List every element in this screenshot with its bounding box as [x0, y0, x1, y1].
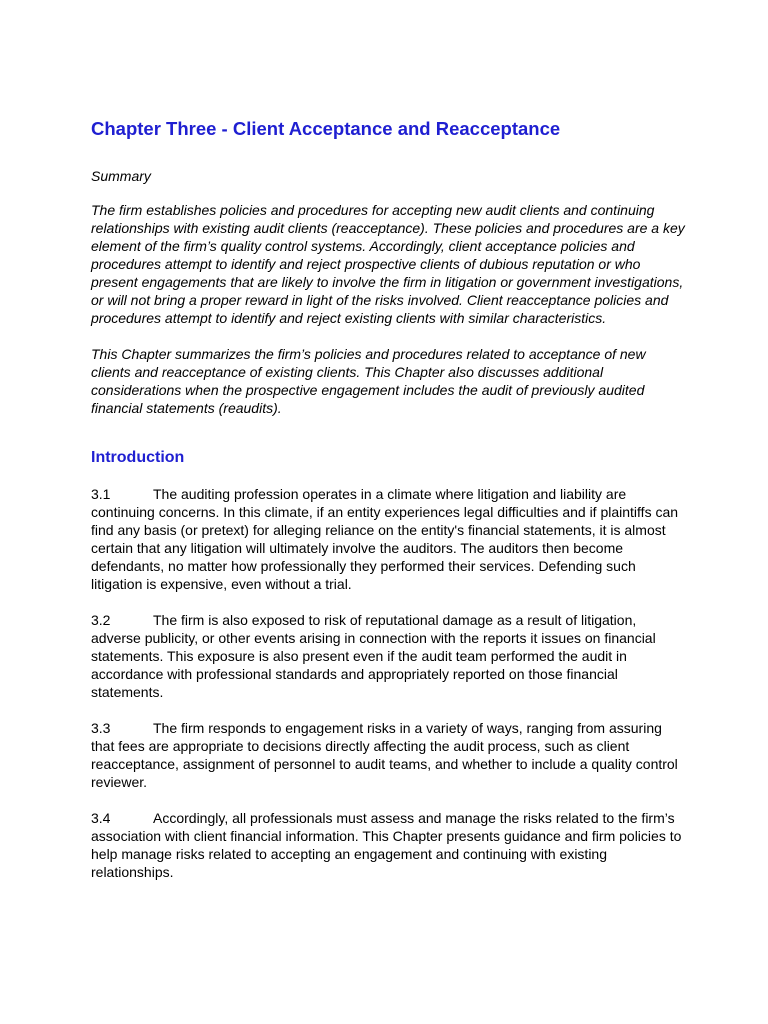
numbered-paragraph-3-2 [91, 611, 689, 701]
paragraph-number: 3.3 [91, 720, 111, 736]
introduction-heading: Introduction [91, 449, 185, 466]
numbered-paragraphs [91, 485, 689, 881]
chapter-title: Chapter Three - Client Acceptance and Reacceptance [91, 118, 561, 139]
numbered-paragraph-3-1 [91, 485, 689, 593]
paragraph-text: The firm responds to engagement risks in a variety of ways, ranging from assuring that fees are appropriate to decisions directly affecting the audit process, such as client reacceptance, assignment of personnel to audit teams, and whether to include a quality control reviewer. [91, 720, 678, 790]
document-content [91, 117, 689, 881]
numbered-paragraph-3-4 [91, 809, 689, 881]
summary-label: Summary [91, 168, 151, 184]
paragraph-text: Accordingly, all professionals must assess and manage the risks related to the firm’s association with client financial information. This Chapter presents guidance and firm policies to help manage risks related to accepting an engagement and continuing with existing relationships. [91, 810, 682, 880]
paragraph-text: The firm is also exposed to risk of reputational damage as a result of litigation, adverse publicity, or other events arising in connection with the reports it issues on financial statements. This exposure is also present even if the audit team performed the audit in accordance with professional standards and appropriately reported on those financial statements. [91, 612, 656, 700]
paragraph-number: 3.4 [91, 810, 111, 826]
paragraph-number: 3.2 [91, 612, 111, 628]
summary-paragraph-2: This Chapter summarizes the firm’s policies and procedures related to acceptance of new clients and reacceptance of existing clients. This Chapter also discusses additional considerations when the prospective engagement includes the audit of previously audited financial statements (reaudits). [91, 346, 646, 416]
paragraph-number: 3.1 [91, 486, 111, 502]
numbered-paragraph-3-3 [91, 719, 689, 791]
paragraph-text: The auditing profession operates in a climate where litigation and liability are continuing concerns. In this climate, if an entity experiences legal difficulties and if plaintiffs can find any basis (or pretext) for alleging reliance on the entity's financial statements, it is almost certain that any litigation will ultimately involve the auditors. The auditors then become defendants, no matter how professionally they performed their services. Defending such litigation is expensive, even without a trial. [91, 486, 679, 592]
summary-paragraph-1: The firm establishes policies and procedures for accepting new audit clients and continuing relationships with existing audit clients (reacceptance). These policies and procedures are a key element of the firm’s quality control systems. Accordingly, client acceptance policies and procedures attempt to identify and reject prospective clients of dubious reputation or who present engagements that are likely to involve the firm in litigation or government investigations, or will not bring a proper reward in light of the risks involved. Client reacceptance policies and procedures attempt to identify and reject existing clients with similar characteristics. [91, 202, 685, 326]
